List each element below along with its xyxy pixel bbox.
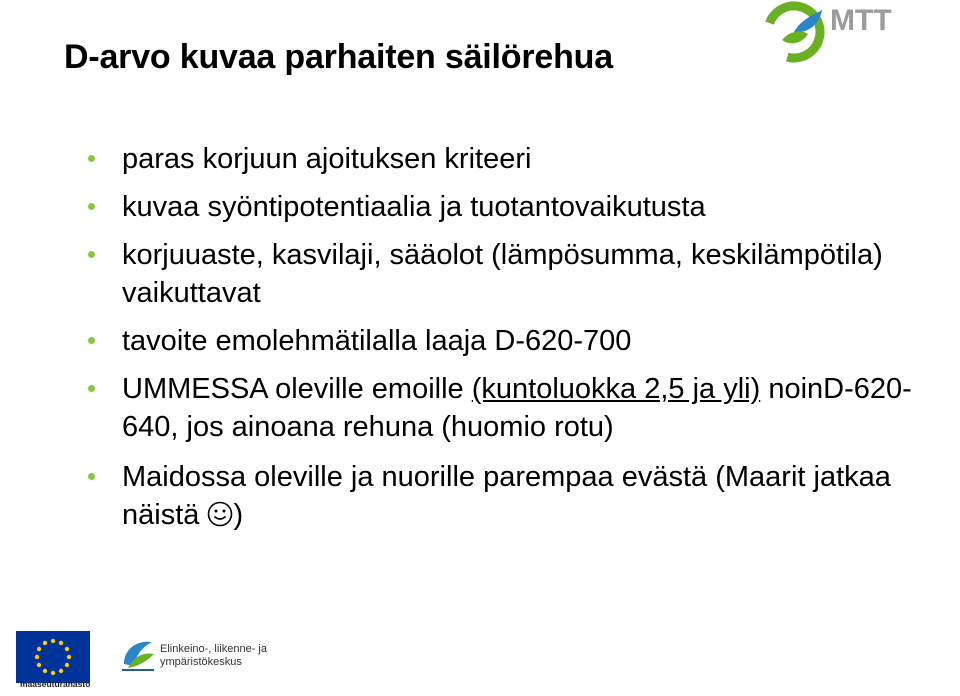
slide-title: D-arvo kuvaa parhaiten säilörehua <box>64 38 613 76</box>
bullet-dot-icon <box>88 473 95 480</box>
bullet-dot-icon <box>88 385 95 392</box>
mtt-logo-text: MTT <box>830 4 892 37</box>
bullet-list <box>88 140 938 544</box>
bullet-text-part: Maidossa oleville ja nuorille parempaa evästä (Maarit jatkaa näistä <box>122 461 891 531</box>
bullet-dot-icon <box>88 337 95 344</box>
list-item <box>88 188 938 226</box>
bullet-dot-icon <box>88 251 95 258</box>
underlined-text: (kuntoluokka 2,5 ja yli) <box>471 373 761 405</box>
list-item <box>88 322 938 360</box>
bullet-text-part: UMMESSA oleville emoille <box>122 373 472 405</box>
bullet-text: kuvaa syöntipotentiaalia ja tuotantovaikutusta <box>122 191 706 223</box>
list-item <box>88 370 938 446</box>
eu-caption: maaseuturahasto <box>20 679 91 689</box>
list-item <box>88 458 938 534</box>
bullet-text: korjuuaste, kasvilaji, sääolot (lämpösumma, keskilämpötila) vaikuttavat <box>122 239 883 309</box>
bullet-dot-icon <box>88 203 95 210</box>
ely-line-1: Elinkeino-, liikenne- ja <box>160 643 267 655</box>
ely-logo-icon <box>118 634 158 674</box>
bullet-text-part: ) <box>233 499 244 531</box>
smiley-icon <box>207 501 233 527</box>
bullet-text: tavoite emolehmätilalla laaja D-620-700 <box>122 325 632 357</box>
ely-line-2: ympäristökeskus <box>160 656 242 668</box>
list-item <box>88 140 938 178</box>
bullet-text: paras korjuun ajoituksen kriteeri <box>122 143 532 175</box>
list-item <box>88 236 938 312</box>
mtt-logo-icon <box>764 0 924 64</box>
bullet-text-part: noinD-620-640, jos ainoana rehuna (huomio rotu) <box>122 373 912 443</box>
ely-logo-text <box>160 643 267 669</box>
bullet-dot-icon <box>88 155 95 162</box>
